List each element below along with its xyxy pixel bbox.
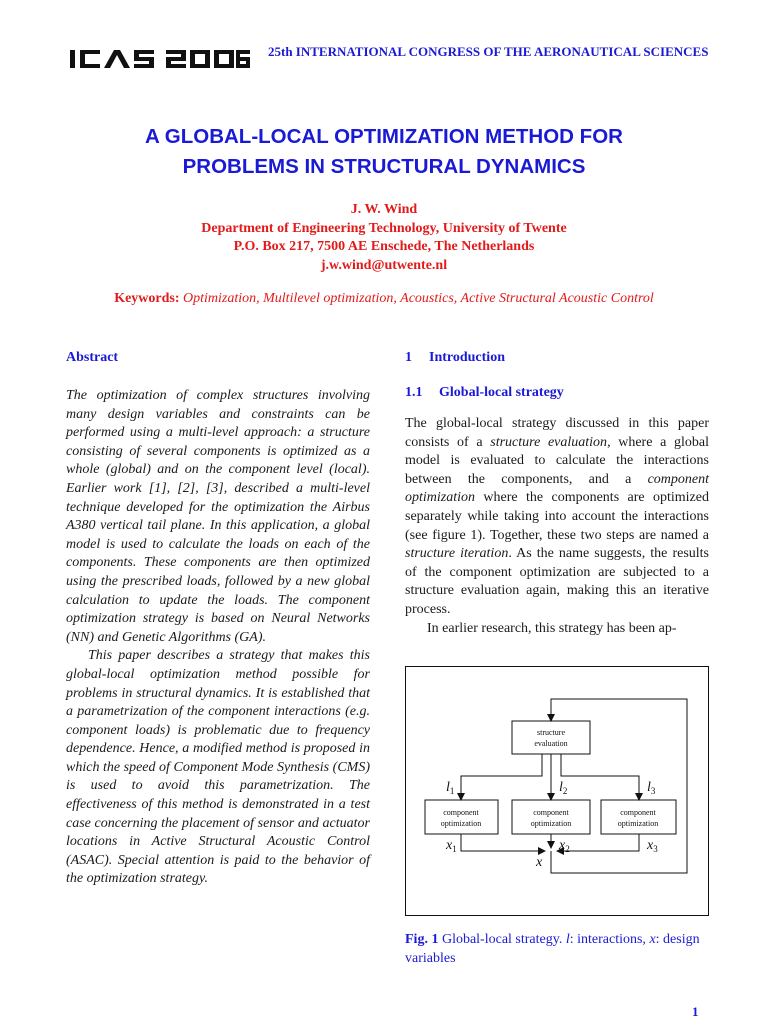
structure-label-2: evaluation — [534, 739, 568, 748]
caption-label: Fig. 1 — [405, 932, 439, 947]
author-block — [60, 201, 708, 275]
structure-label-1: structure — [537, 728, 565, 737]
abstract-body — [66, 387, 370, 889]
label-x3: $x_3$ — [647, 838, 658, 854]
label-x2: $x_2$ — [559, 838, 570, 854]
comp2-label-1: component — [533, 808, 569, 817]
abstract-heading-wrap — [66, 350, 370, 366]
subsection-heading — [405, 385, 709, 401]
component-box-2 — [512, 800, 590, 834]
component-box-3 — [601, 800, 676, 834]
label-x: x — [536, 855, 543, 870]
abstract-heading: Abstract — [66, 350, 119, 365]
caption-l: l — [565, 932, 570, 947]
keywords-line — [60, 291, 708, 307]
page-number: 1 — [692, 1004, 699, 1019]
caption-mid: : interactions, — [569, 932, 646, 947]
arrow-x1 — [461, 834, 545, 851]
component-box-1 — [425, 800, 498, 834]
congress-name: 25th INTERNATIONAL CONGRESS OF THE AERONAUTICAL SCIENCES — [268, 44, 709, 59]
label-l1: $l_1$ — [446, 780, 455, 796]
comp3-label-1: component — [620, 808, 656, 817]
label-l2: $l_2$ — [559, 780, 568, 796]
keywords-list: Optimization, Multilevel optimization, Acoustics, Active Structural Acoustic Control — [183, 291, 654, 306]
figure-caption — [405, 930, 709, 968]
intro-paragraph-1 — [405, 415, 709, 620]
comp1-label-1: component — [443, 808, 479, 817]
structure-evaluation-box — [512, 721, 590, 754]
global-local-diagram — [405, 666, 709, 916]
comp1-label-2: optimization — [440, 819, 482, 828]
title-line-1: A GLOBAL-LOCAL OPTIMIZATION METHOD FOR — [145, 125, 623, 148]
intro-text-c: where the components are optimized separately while taking into account the interactions (see figure 1). Together, these two steps are named a — [405, 490, 709, 543]
caption-x: x — [649, 932, 656, 947]
section-number: 1 — [405, 350, 412, 365]
intro-paragraph-2: In earlier research, this strategy has been ap- — [427, 620, 677, 636]
feedback-loop — [551, 699, 687, 873]
caption-end: : design variables — [405, 932, 700, 966]
intro-body — [405, 415, 709, 638]
abstract-paragraph-1: The optimization of complex structures involving many design variables and constraints can be performed using a multi-level approach: a structure consisting of several components is optimized as a whole (global) and on the component level (local). Earlier work [1], [2], [3], described a multi-level technique developed for the optimization the Airbus A380 vertical tail plane. In this application, a global model is used to calculate the loads on each of the components. These components are then optimized using the prescribed loads, followed by a new global calculation to update the loads. The component optimization strategy is based on Neural Networks (NN) and Genetic Algorithms (GA). — [66, 388, 370, 645]
label-l3: $l_3$ — [647, 780, 656, 796]
author-address: P.O. Box 217, 7500 AE Enschede, The Netherlands — [233, 239, 535, 254]
paper-title — [60, 122, 708, 182]
section-heading — [405, 350, 709, 366]
term-component-optimization: component optimization — [405, 471, 709, 506]
author-department: Department of Engineering Technology, University of Twente — [201, 220, 567, 236]
figure-1 — [405, 666, 709, 916]
author-email[interactable]: j.w.wind@utwente.nl — [320, 257, 448, 273]
term-structure-evaluation: structure evaluation — [490, 434, 608, 450]
subsection-title: Global-local strategy — [439, 385, 564, 400]
intro-text-a: The global-local strategy discussed in this paper consists of a — [405, 416, 709, 450]
title-line-2: PROBLEMS IN STRUCTURAL DYNAMICS — [182, 155, 586, 178]
icas-logo-graphic — [70, 44, 250, 74]
arrow-l3 — [561, 754, 639, 800]
intro-text-d: . As the name suggests, the results of the component optimization are subjected to a structure evaluation again, making this an iterative process. — [405, 546, 710, 617]
subsection-number: 1.1 — [405, 385, 423, 400]
arrow-l1 — [461, 754, 542, 800]
section-title: Introduction — [429, 350, 505, 365]
caption-text: Global-local strategy. — [441, 932, 563, 947]
abstract-paragraph-2: This paper describes a strategy that makes this global-local optimization method possible for problems in structural dynamics. It is established that a parametrization of the component interactions (e.g. component loads) is problematic due to frequency dependence. Hence, a modified method is proposed in which the speed of Component Mode Synthesis (CMS) is used to avoid this parametrization. The effectiveness of this method is demonstrated in a test case concerning the placement of sensor and actuator locations in Active Structural Acoustic Control (ASAC). Special attention is paid to the behavior of the optimization strategy. — [66, 648, 370, 887]
intro-text-b: , where a global model is evaluated to calculate the interactions between the components, and a — [405, 434, 709, 487]
label-x1: $x_1$ — [446, 838, 457, 854]
comp3-label-2: optimization — [617, 819, 659, 828]
comp2-label-2: optimization — [530, 819, 572, 828]
term-structure-iteration: structure iteration — [405, 546, 509, 562]
icas-2006-logo — [70, 44, 250, 74]
keywords-label: Keywords: — [114, 291, 180, 306]
author-name: J. W. Wind — [350, 202, 418, 217]
